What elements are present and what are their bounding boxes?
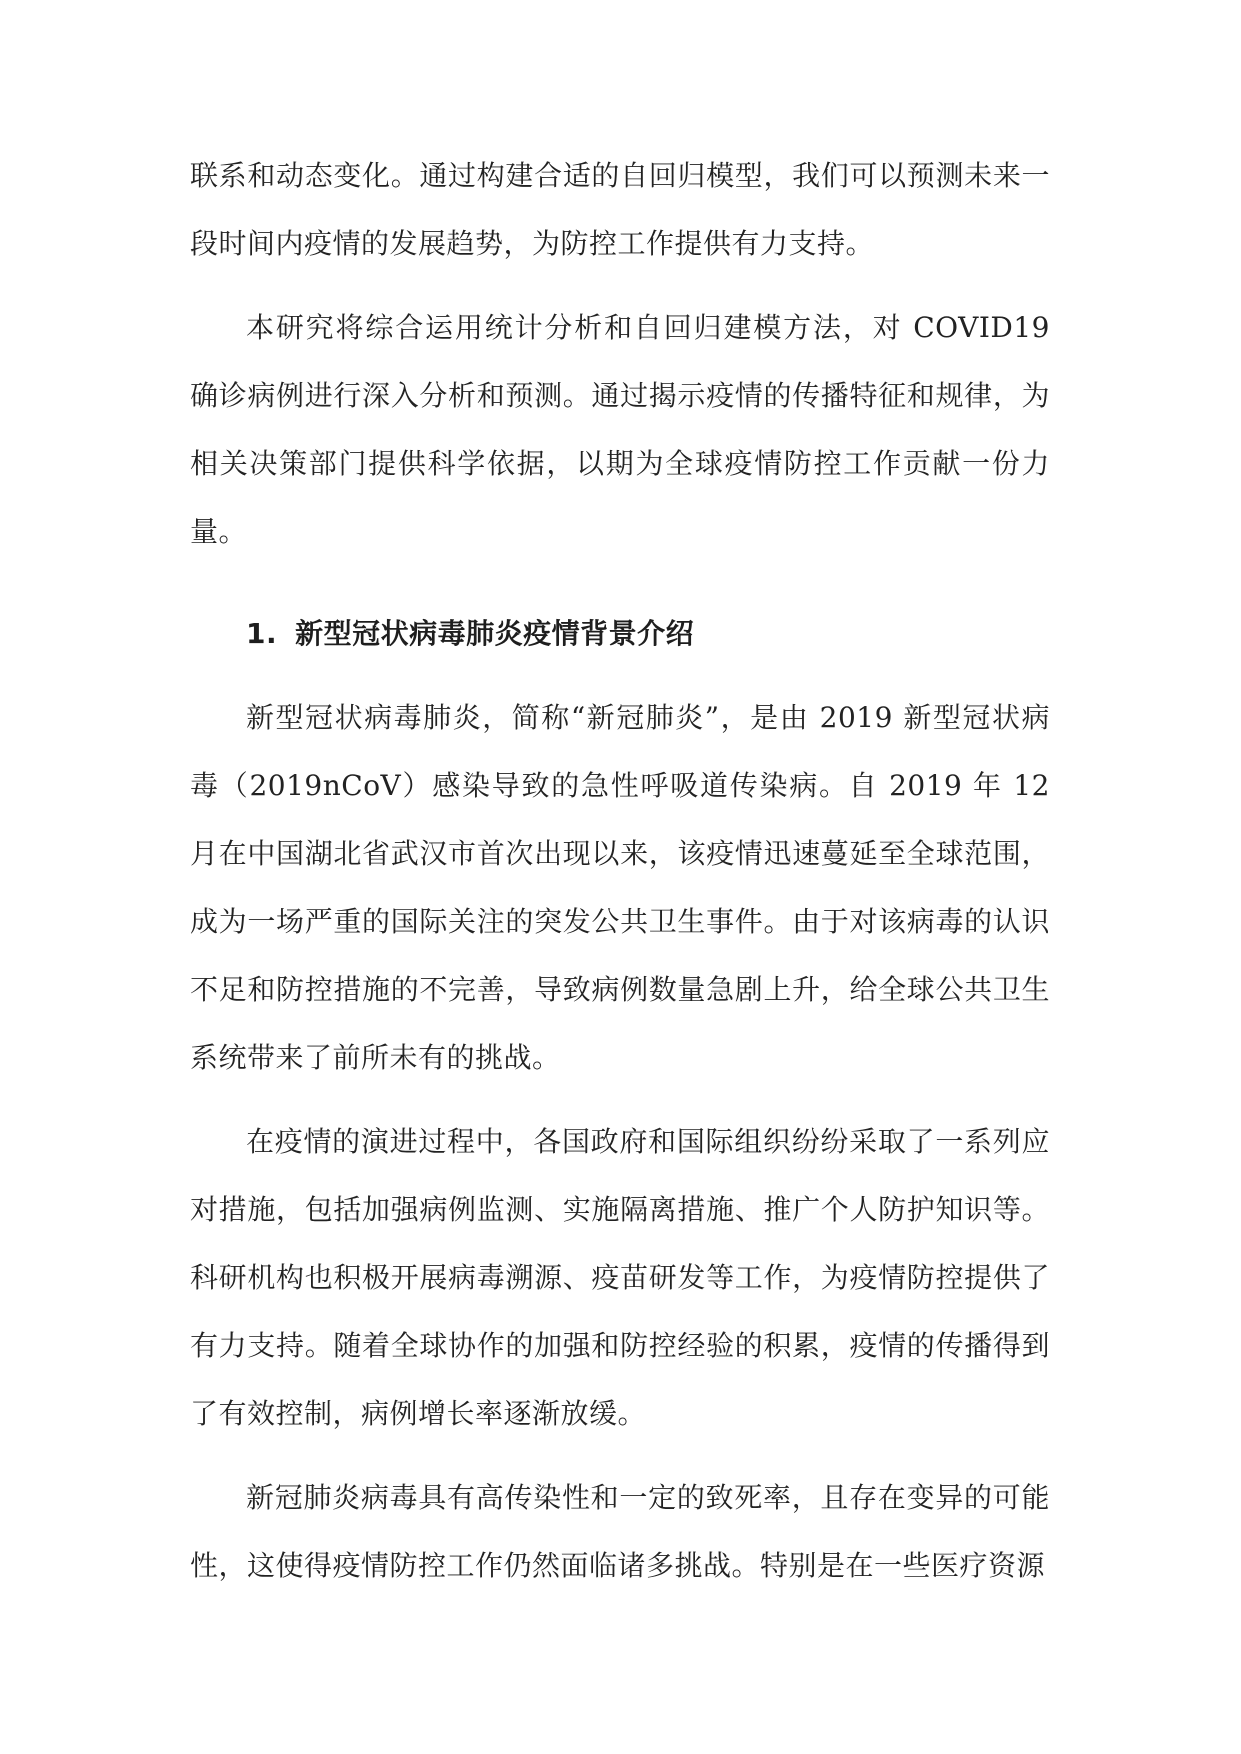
paragraph-challenges: 新冠肺炎病毒具有高传染性和一定的致死率，且存在变异的可能性，这使得疫情防控工作仍然面临诸多挑战。特别是在一些医疗资源 bbox=[190, 1481, 1050, 1582]
paragraph-background: 新型冠状病毒肺炎，简称“新冠肺炎”，是由 2019 新型冠状病毒（2019nCoV）感染导致的急性呼吸道传染病。自 2019 年 12 月在中国湖北省武汉市首次出现以来，该疫情迅速蔓延至全球范围，成为一场严重的国际关注的突发公共卫生事件。由于对该病毒的认识不足和防控措施的不完善，导致病例数量急剧上升，给全球公共卫生系统带来了前所未有的挑战。 bbox=[190, 701, 1050, 1074]
section-number: 1. bbox=[246, 617, 278, 650]
section-heading bbox=[190, 600, 1050, 668]
paragraph-continued: 联系和动态变化。通过构建合适的自回归模型，我们可以预测未来一段时间内疫情的发展趋势，为防控工作提供有力支持。 bbox=[190, 159, 1050, 260]
paragraph-research-plan: 本研究将综合运用统计分析和自回归建模方法，对 COVID19 确诊病例进行深入分析和预测。通过揭示疫情的传播特征和规律，为相关决策部门提供科学依据，以期为全球疫情防控工作贡献一份力量。 bbox=[190, 311, 1050, 548]
document-body bbox=[190, 142, 1050, 1616]
paragraph-response-measures: 在疫情的演进过程中，各国政府和国际组织纷纷采取了一系列应对措施，包括加强病例监测、实施隔离措施、推广个人防护知识等。科研机构也积极开展病毒溯源、疫苗研发等工作，为疫情防控提供了有力支持。随着全球协作的加强和防控经验的积累，疫情的传播得到了有效控制，病例增长率逐渐放缓。 bbox=[190, 1125, 1050, 1430]
section-title: 新型冠状病毒肺炎疫情背景介绍 bbox=[295, 617, 695, 650]
